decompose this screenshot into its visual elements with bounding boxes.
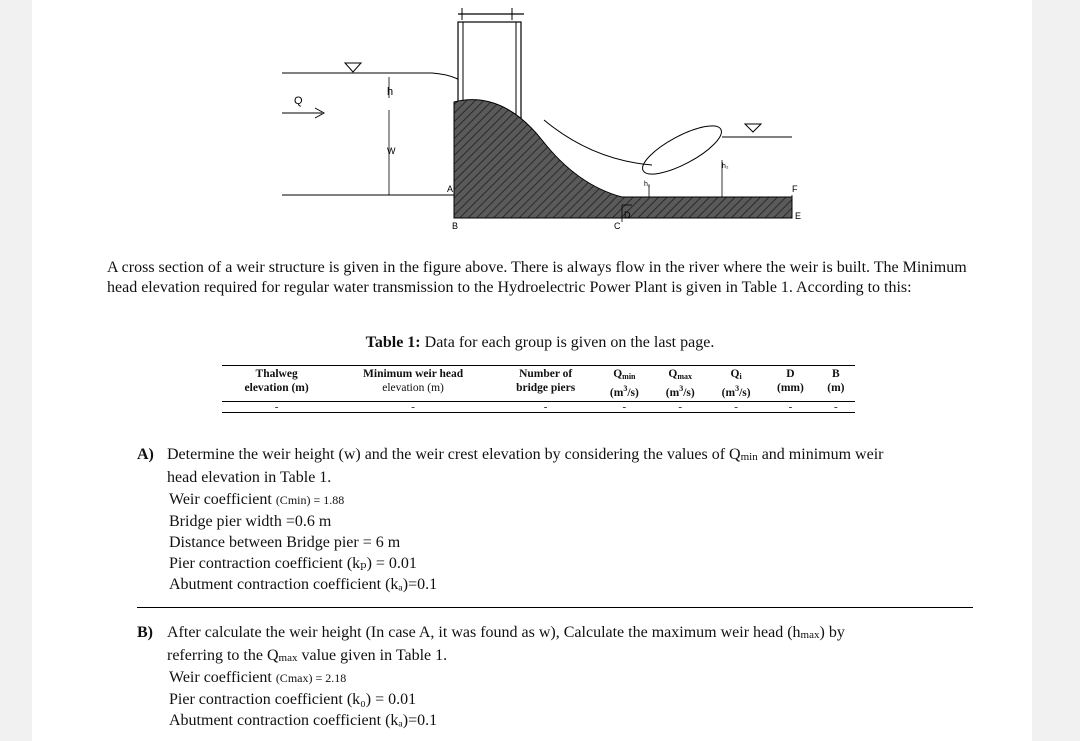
col-d: D (mm) — [776, 368, 804, 394]
col-b: B (m) — [827, 368, 845, 394]
param-pier-contraction-b: Pier contraction coefficient (k₀) = 0.01 — [169, 691, 417, 708]
param-weir-coef-b: Weir coefficient (Cmax) = 2.18 — [169, 669, 347, 686]
data-table — [222, 365, 855, 413]
part-a-params — [169, 489, 437, 595]
col-thalweg: Thalweg elevation (m) — [244, 368, 309, 394]
label-a: A — [447, 184, 454, 194]
part-b-label: B) — [137, 624, 153, 641]
part-a-text: Determine the weir height (w) and the weir crest elevation by considering the values of Q — [167, 446, 741, 463]
upstream-water-surface — [282, 73, 472, 90]
label-f: F — [792, 184, 798, 194]
water-level-marker-up — [345, 63, 361, 72]
label-q: Q — [294, 95, 303, 107]
label-c: C — [614, 221, 621, 231]
section-divider — [137, 607, 973, 608]
hydraulic-jump — [637, 117, 728, 183]
table-caption-text: Data for each group is given on the last page. — [420, 334, 715, 351]
weir-cross-section-figure — [32, 0, 1032, 240]
col-qmax: Qmax $(m^3/s)$ — [665, 368, 695, 399]
part-a-text-cont: head elevation in Table 1. — [167, 469, 332, 486]
cell-qi: - — [734, 400, 738, 413]
part-b-text: After calculate the weir height (In case A, it was found as w), Calculate the maximum weir head (h — [167, 624, 801, 641]
cell-qmin: - — [622, 400, 627, 413]
label-h1: h₁ — [644, 181, 651, 188]
table-header-row — [222, 366, 855, 402]
water-level-marker-down — [745, 124, 761, 132]
param-pier-distance: Distance between Bridge pier = 6 m — [169, 534, 401, 551]
param-weir-coef-a: Weir coefficient (Cmin) = 1.88 — [169, 491, 345, 508]
part-b-text-cont: referring to the Qmax value given in Table 1. — [167, 647, 448, 664]
param-abutment-contraction-b: Abutment contraction coefficient (kₐ)=0.1 — [169, 712, 438, 729]
cell-piers: - — [543, 400, 548, 413]
part-a-question: A) Determine the weir height (w) and the weir crest elevation by considering the values of Qmin and minimum weir head elevation in Table 1. — [137, 444, 977, 489]
cell-d: - — [788, 400, 793, 413]
weir-body — [454, 100, 792, 218]
col-qi: Qi $(m^3/s)$ — [721, 368, 751, 399]
table-row — [222, 401, 855, 412]
label-h2: h₂ — [722, 163, 729, 170]
cell-min-head: - — [411, 400, 415, 413]
param-pier-contraction-a: Pier contraction coefficient (kₚ) = 0.01 — [169, 555, 417, 572]
table-caption-label: Table 1: — [365, 334, 421, 351]
part-b-params — [169, 667, 437, 731]
cell-b: - — [834, 400, 838, 413]
cell-thalweg: - — [274, 400, 279, 413]
label-w: W — [387, 146, 396, 156]
label-b: B — [452, 221, 459, 231]
param-abutment-contraction-a: Abutment contraction coefficient (kₐ)=0.1 — [169, 576, 438, 593]
param-pier-width: Bridge pier width =0.6 m — [169, 513, 332, 530]
col-piers: Number of bridge piers — [516, 368, 576, 394]
label-e: E — [795, 211, 802, 221]
table-caption — [0, 334, 1080, 352]
col-qmin: Qmin $(m^3/s)$ — [609, 368, 639, 399]
part-b-question: B) After calculate the weir height (In case A, it was found as w), Calculate the maximum weir head (hmax) by referring to the Qmax value given in Table 1. — [137, 622, 977, 668]
label-h: h — [387, 86, 394, 98]
cell-qmax: - — [678, 400, 683, 413]
label-d: D — [624, 210, 631, 220]
part-a-label: A) — [137, 446, 154, 463]
intro-paragraph: A cross section of a weir structure is given in the figure above. There is always flow in the river where the weir is built. The Minimum head elevation required for regular water transmission to the Hydroelectric Power Plant is given in Table 1. According to this: — [107, 259, 967, 296]
col-min-head: Minimum weir head elevation (m) — [363, 368, 464, 394]
